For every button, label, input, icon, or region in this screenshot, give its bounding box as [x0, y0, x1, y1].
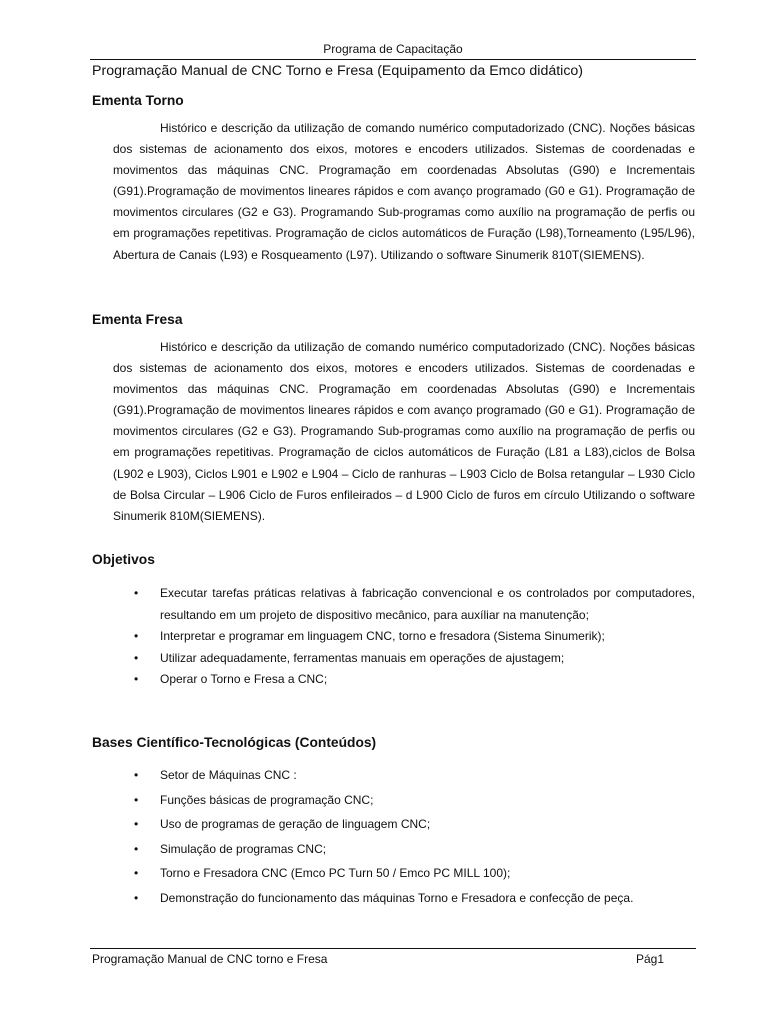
list-item-text: Funções básicas de programação CNC; — [160, 792, 374, 807]
bullet-icon: • — [134, 792, 139, 807]
list-item-text: Setor de Máquinas CNC : — [160, 768, 297, 782]
list-item — [113, 669, 695, 691]
bullet-icon: • — [134, 650, 139, 665]
bullet-icon: • — [134, 629, 139, 643]
list-item-text: Utilizar adequadamente, ferramentas manuais em operações de ajustagem; — [160, 650, 565, 665]
list-item — [113, 648, 695, 670]
list-item-text: Uso de programas de geração de linguagem CNC; — [160, 817, 431, 831]
list-item-text: Interpretar e programar em linguagem CNC, torno e fresadora (Sistema Sinumerik); — [160, 629, 605, 643]
bullet-icon: • — [134, 768, 139, 782]
list-item — [113, 583, 695, 626]
list-item-text: Simulação de programas CNC; — [160, 841, 327, 856]
list-item-text: Torno e Fresadora CNC (Emco PC Turn 50 / Emco PC MILL 100); — [160, 866, 511, 880]
list-item — [113, 790, 695, 812]
bullet-icon: • — [134, 841, 139, 856]
list-item — [113, 626, 695, 648]
header-divider — [90, 59, 696, 60]
list-item-text: Demonstração do funcionamento das máquinas Torno e Fresadora e confecção de peça. — [160, 890, 634, 905]
section-title-bases: Bases Científico-Tecnológicas (Conteúdos) — [92, 735, 377, 750]
header-course-title: Programação Manual de CNC Torno e Fresa (Equipamento da Emco didático) — [92, 63, 584, 79]
header-program-title: Programa de Capacitação — [323, 42, 463, 56]
section-title-objetivos: Objetivos — [92, 552, 155, 567]
bullet-icon: • — [134, 672, 139, 686]
bases-list — [113, 765, 695, 912]
paragraph-ementa-fresa: Histórico e descrição da utilização de comando numérico computadorizado (CNC). Noções básicas dos sistemas de acionamento dos eixos, motores e encoders utilizados. Sistemas de coordenadas e movimentos das máquinas CNC. Programação em coordenadas Absolutas (G90) e Incrementais (G91).Programação de movimentos lineares rápidos e com avanço programado (G0 e G1). Programação de movimentos circulares (G2 e G3). Programando Sub-programas como auxílio na programação de perfis ou em programações repetitivas. Programação de ciclos automáticos de Furação (L81 a L83),ciclos de Bolsa (L902 e L903), Ciclos L901 e L902 e L904 – Ciclo de ranhuras – L903 Ciclo de Bolsa retangular – L930 Ciclo de Bolsa Circular – L906 Ciclo de Furos enfileirados – d L900 Ciclo de furos em círculo Utilizando o software Sinumerik 810M(SIEMENS). — [113, 340, 695, 523]
list-item — [113, 765, 695, 787]
paragraph-ementa-torno: Histórico e descrição da utilização de comando numérico computadorizado (CNC). Noções básicas dos sistemas de acionamento dos eixos, motores e encoders utilizados. Sistemas de coordenadas e movimentos das máquinas CNC. Programação em coordenadas Absolutas (G90) e Incrementais (G91).Programação de movimentos lineares rápidos e com avanço programado (G0 e G1). Programação de movimentos circulares (G2 e G3). Programando Sub-programas como auxílio na programação de perfis ou em programações repetitivas. Programação de ciclos automáticos de Furação (L98),Torneamento (L95/L96), Abertura de Canais (L93) e Rosqueamento (L97). Utilizando o software Sinumerik 810T(SIEMENS). — [113, 121, 695, 262]
footer-document-title: Programação Manual de CNC torno e Fresa — [92, 952, 328, 966]
bullet-icon: • — [134, 866, 139, 880]
list-item — [113, 863, 695, 885]
list-item — [113, 839, 695, 861]
list-item-text: Executar tarefas práticas relativas à fabricação convencional e os controlados por computadores, resultando em um projeto de dispositivo mecânico, para auxíliar na manutenção; — [160, 586, 695, 622]
list-item — [113, 814, 695, 836]
footer-divider — [90, 948, 696, 949]
footer-page-number: Pág1 — [635, 952, 664, 966]
objetivos-list — [113, 583, 695, 691]
list-item — [113, 888, 695, 910]
section-title-ementa-fresa: Ementa Fresa — [92, 312, 183, 327]
section-title-ementa-torno: Ementa Torno — [92, 93, 184, 108]
bullet-icon: • — [134, 890, 139, 905]
bullet-icon: • — [134, 586, 139, 600]
bullet-icon: • — [134, 817, 139, 831]
list-item-text: Operar o Torno e Fresa a CNC; — [160, 672, 328, 686]
